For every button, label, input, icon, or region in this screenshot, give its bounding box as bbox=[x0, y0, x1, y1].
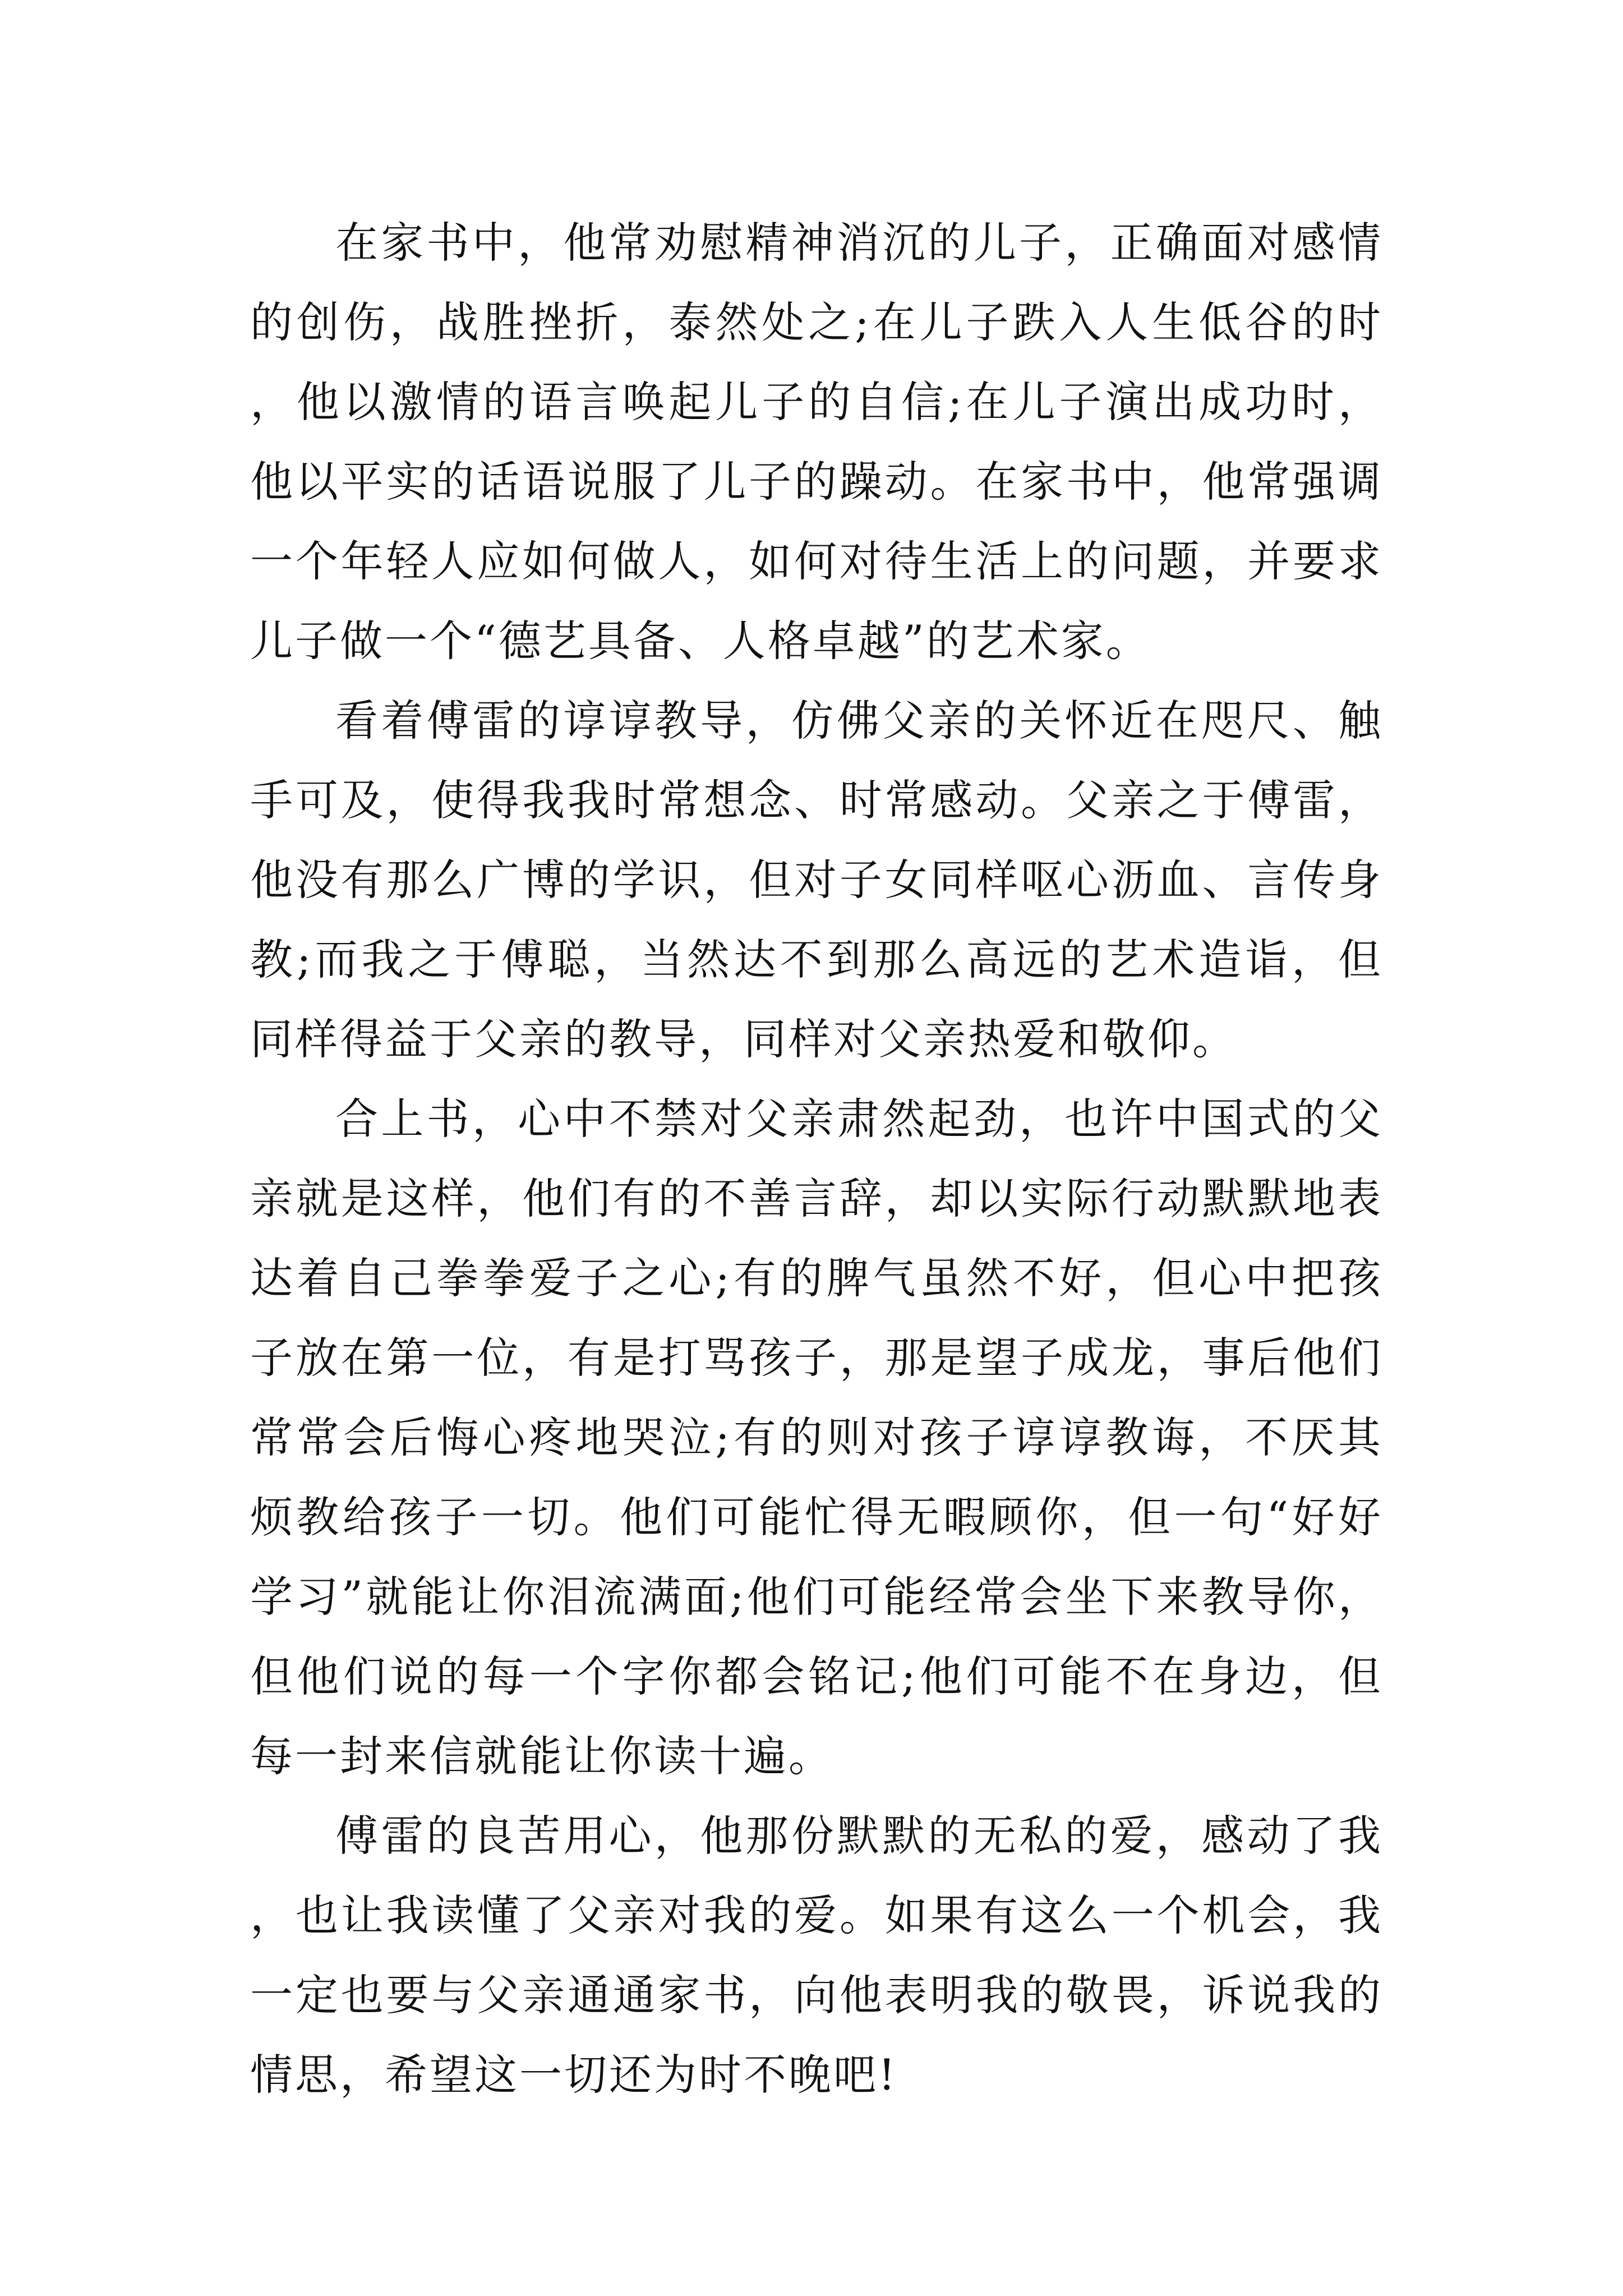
body-text bbox=[250, 203, 1383, 2115]
paragraph-3: 合上书，心中不禁对父亲肃然起劲，也许中国式的父亲就是这样，他们有的不善言辞，却以实际行动默默地表达着自己拳拳爱子之心;有的脾气虽然不好，但心中把孩子放在第一位，有是打骂孩子，那是望子成龙，事后他们常常会后悔心疼地哭泣;有的则对孩子谆谆教诲，不厌其烦教给孩子一切。他们可能忙得无暇顾你，但一句“好好学习”就能让你泪流满面;他们可能经常会坐下来教导你，但他们说的每一个字你都会铭记;他们可能不在身边，但每一封来信就能让你读十遍。 bbox=[250, 1094, 1383, 1781]
paragraph-4: 傅雷的良苦用心，他那份默默的无私的爱，感动了我，也让我读懂了父亲对我的爱。如果有这么一个机会，我一定也要与父亲通通家书，向他表明我的敬畏，诉说我的情思，希望这一切还为时不晚吧! bbox=[250, 1811, 1383, 2100]
paragraph-2: 看着傅雷的谆谆教导，仿佛父亲的关怀近在咫尺、触手可及，使得我我时常想念、时常感动。父亲之于傅雷，他没有那么广博的学识，但对子女同样呕心沥血、言传身教;而我之于傅聪，当然达不到那么高远的艺术造诣，但同样得益于父亲的教导，同样对父亲热爱和敬仰。 bbox=[250, 696, 1383, 1064]
paragraph-1: 在家书中，他常劝慰精神消沉的儿子，正确面对感情的创伤，战胜挫折，泰然处之;在儿子跌入人生低谷的时，他以激情的语言唤起儿子的自信;在儿子演出成功时，他以平实的话语说服了儿子的躁动。在家书中，他常强调一个年轻人应如何做人，如何对待生活上的问题，并要求儿子做一个“德艺具备、人格卓越”的艺术家。 bbox=[250, 218, 1383, 666]
